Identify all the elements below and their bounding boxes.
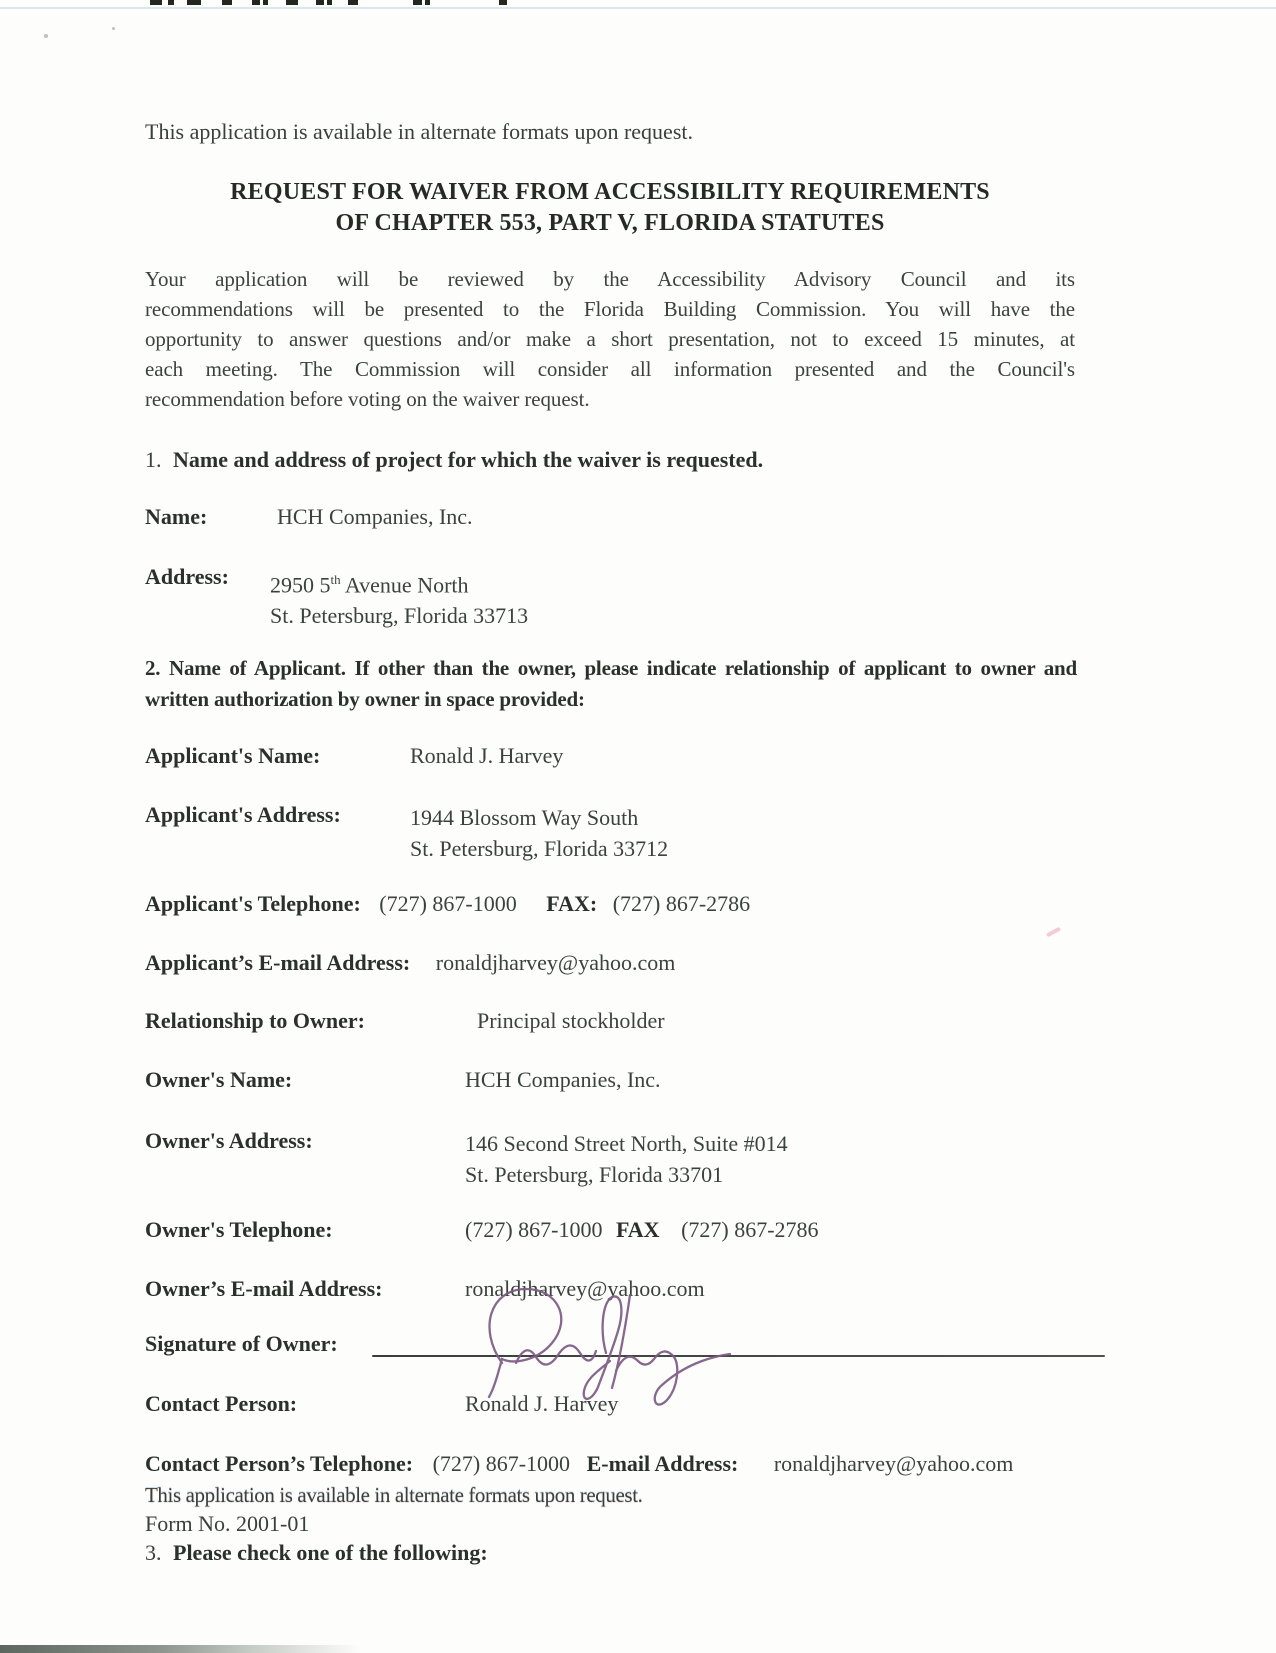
address-ordinal-suffix: th: [330, 572, 341, 587]
owner-name-row: [145, 1067, 661, 1093]
owner-telephone-value-group: [465, 1217, 819, 1243]
form-number: Form No. 2001-01: [145, 1511, 310, 1536]
contact-person-label: Contact Person:: [145, 1391, 298, 1416]
applicant-fax-value: (727) 867-2786: [612, 891, 751, 916]
applicant-address-label: Applicant's Address:: [145, 802, 341, 827]
owner-name-label: Owner's Name:: [145, 1067, 293, 1092]
owner-address-line2: St. Petersburg, Florida 33701: [465, 1162, 724, 1187]
form-title-line2: OF CHAPTER 553, PART V, FLORIDA STATUTES: [335, 210, 885, 236]
applicant-address-row: [145, 802, 669, 861]
scan-edge-line: [0, 7, 1276, 9]
owner-telephone-row: [145, 1217, 819, 1243]
owner-fax-value: (727) 867-2786: [681, 1217, 819, 1242]
applicant-email-label: Applicant’s E-mail Address:: [145, 950, 411, 975]
contact-email-value: ronaldjharvey@yahoo.com: [773, 1451, 1014, 1476]
owner-email-row: [145, 1276, 705, 1302]
contact-email-label: E-mail Address:: [586, 1451, 739, 1476]
relationship-label: Relationship to Owner:: [145, 1008, 365, 1033]
project-address-line2: St. Petersburg, Florida 33713: [270, 603, 529, 629]
applicant-email-value: ronaldjharvey@yahoo.com: [435, 950, 676, 975]
form-title: [145, 177, 1075, 239]
applicant-email-row: [145, 950, 675, 976]
contact-person-value: Ronald J. Harvey: [465, 1391, 619, 1416]
applicant-fax-label: FAX:: [546, 891, 598, 916]
signature-line: [372, 1355, 1105, 1357]
scan-speck: [44, 34, 48, 38]
address-street: Avenue North: [340, 572, 469, 598]
signature-row: [145, 1331, 338, 1357]
contact-telephone-label: Contact Person’s Telephone:: [145, 1451, 414, 1476]
owner-address-row: [145, 1128, 788, 1187]
intro-line: recommendations will be presented to the Florida Building Commission. You will have the: [145, 297, 1075, 321]
owner-email-value: ronaldjharvey@yahoo.com: [465, 1276, 705, 1301]
applicant-address-line1: 1944 Blossom Way South: [410, 805, 639, 830]
owner-name-value: HCH Companies, Inc.: [465, 1067, 661, 1092]
applicant-address-value: [410, 802, 668, 864]
project-address-label: Address:: [145, 564, 229, 589]
intro-line: opportunity to answer questions and/or make a short presentation, not to exceed 15 minutes, at: [145, 327, 1075, 351]
applicant-name-label: Applicant's Name:: [145, 743, 321, 768]
project-name-value: HCH Companies, Inc.: [277, 504, 473, 529]
project-name-row: [145, 504, 473, 530]
section1-heading-text: Name and address of project for which the waiver is requested.: [173, 447, 764, 472]
alternate-format-notice: This application is available in alternate formats upon request.: [145, 119, 693, 144]
scan-artifact-bottom-bar: [0, 1645, 360, 1653]
owner-telephone-value: (727) 867-1000: [465, 1217, 603, 1242]
applicant-telephone-row: [145, 891, 750, 917]
intro-line: each meeting. The Commission will consider all information presented and the Council's: [145, 357, 1075, 381]
project-name-label: Name:: [145, 504, 208, 529]
intro-line: recommendation before voting on the waiver request.: [145, 387, 590, 411]
contact-telephone-row: [145, 1451, 1013, 1477]
project-address-line1: [270, 564, 528, 600]
owner-address-line1: 146 Second Street North, Suite #014: [465, 1131, 788, 1156]
relationship-row: [145, 1008, 665, 1034]
applicant-name-value: Ronald J. Harvey: [410, 743, 564, 768]
owner-email-label: Owner’s E-mail Address:: [145, 1276, 383, 1301]
applicant-address-line2: St. Petersburg, Florida 33712: [410, 836, 669, 861]
applicant-telephone-label: Applicant's Telephone:: [145, 891, 361, 916]
signature-label: Signature of Owner:: [145, 1331, 338, 1356]
section2-heading: 2. Name of Applicant. If other than the owner, please indicate relationship of applicant to owner and written authorization by owner in space provided:: [145, 656, 1077, 711]
section3-number: 3.: [145, 1540, 162, 1565]
relationship-value: Principal stockholder: [477, 1008, 665, 1033]
owner-telephone-label: Owner's Telephone:: [145, 1217, 333, 1242]
alternate-format-notice-footer: This application is available in alternate formats upon request.: [145, 1483, 643, 1507]
owner-address-value: [465, 1128, 788, 1190]
project-address-value: [270, 564, 528, 631]
section1-heading: [145, 447, 763, 473]
section3-heading: [145, 1540, 488, 1566]
applicant-telephone-value: (727) 867-1000: [379, 891, 517, 916]
form-title-line1: REQUEST FOR WAIVER FROM ACCESSIBILITY REQUIREMENTS: [230, 179, 990, 205]
contact-telephone-value: (727) 867-1000: [432, 1451, 571, 1476]
section1-number: 1.: [145, 447, 162, 472]
owner-address-label: Owner's Address:: [145, 1128, 313, 1153]
intro-paragraph: [145, 267, 1075, 417]
scan-pink-mark: [1046, 927, 1061, 938]
address-number: 2950 5: [270, 572, 331, 598]
section3-heading-text: Please check one of the following:: [173, 1540, 488, 1565]
scan-speck: [112, 27, 115, 30]
contact-person-row: [145, 1391, 619, 1417]
intro-line: Your application will be reviewed by the Accessibility Advisory Council and its: [145, 267, 1075, 291]
applicant-name-row: [145, 743, 564, 769]
owner-fax-label: FAX: [615, 1217, 660, 1242]
project-address-row: [145, 564, 529, 629]
